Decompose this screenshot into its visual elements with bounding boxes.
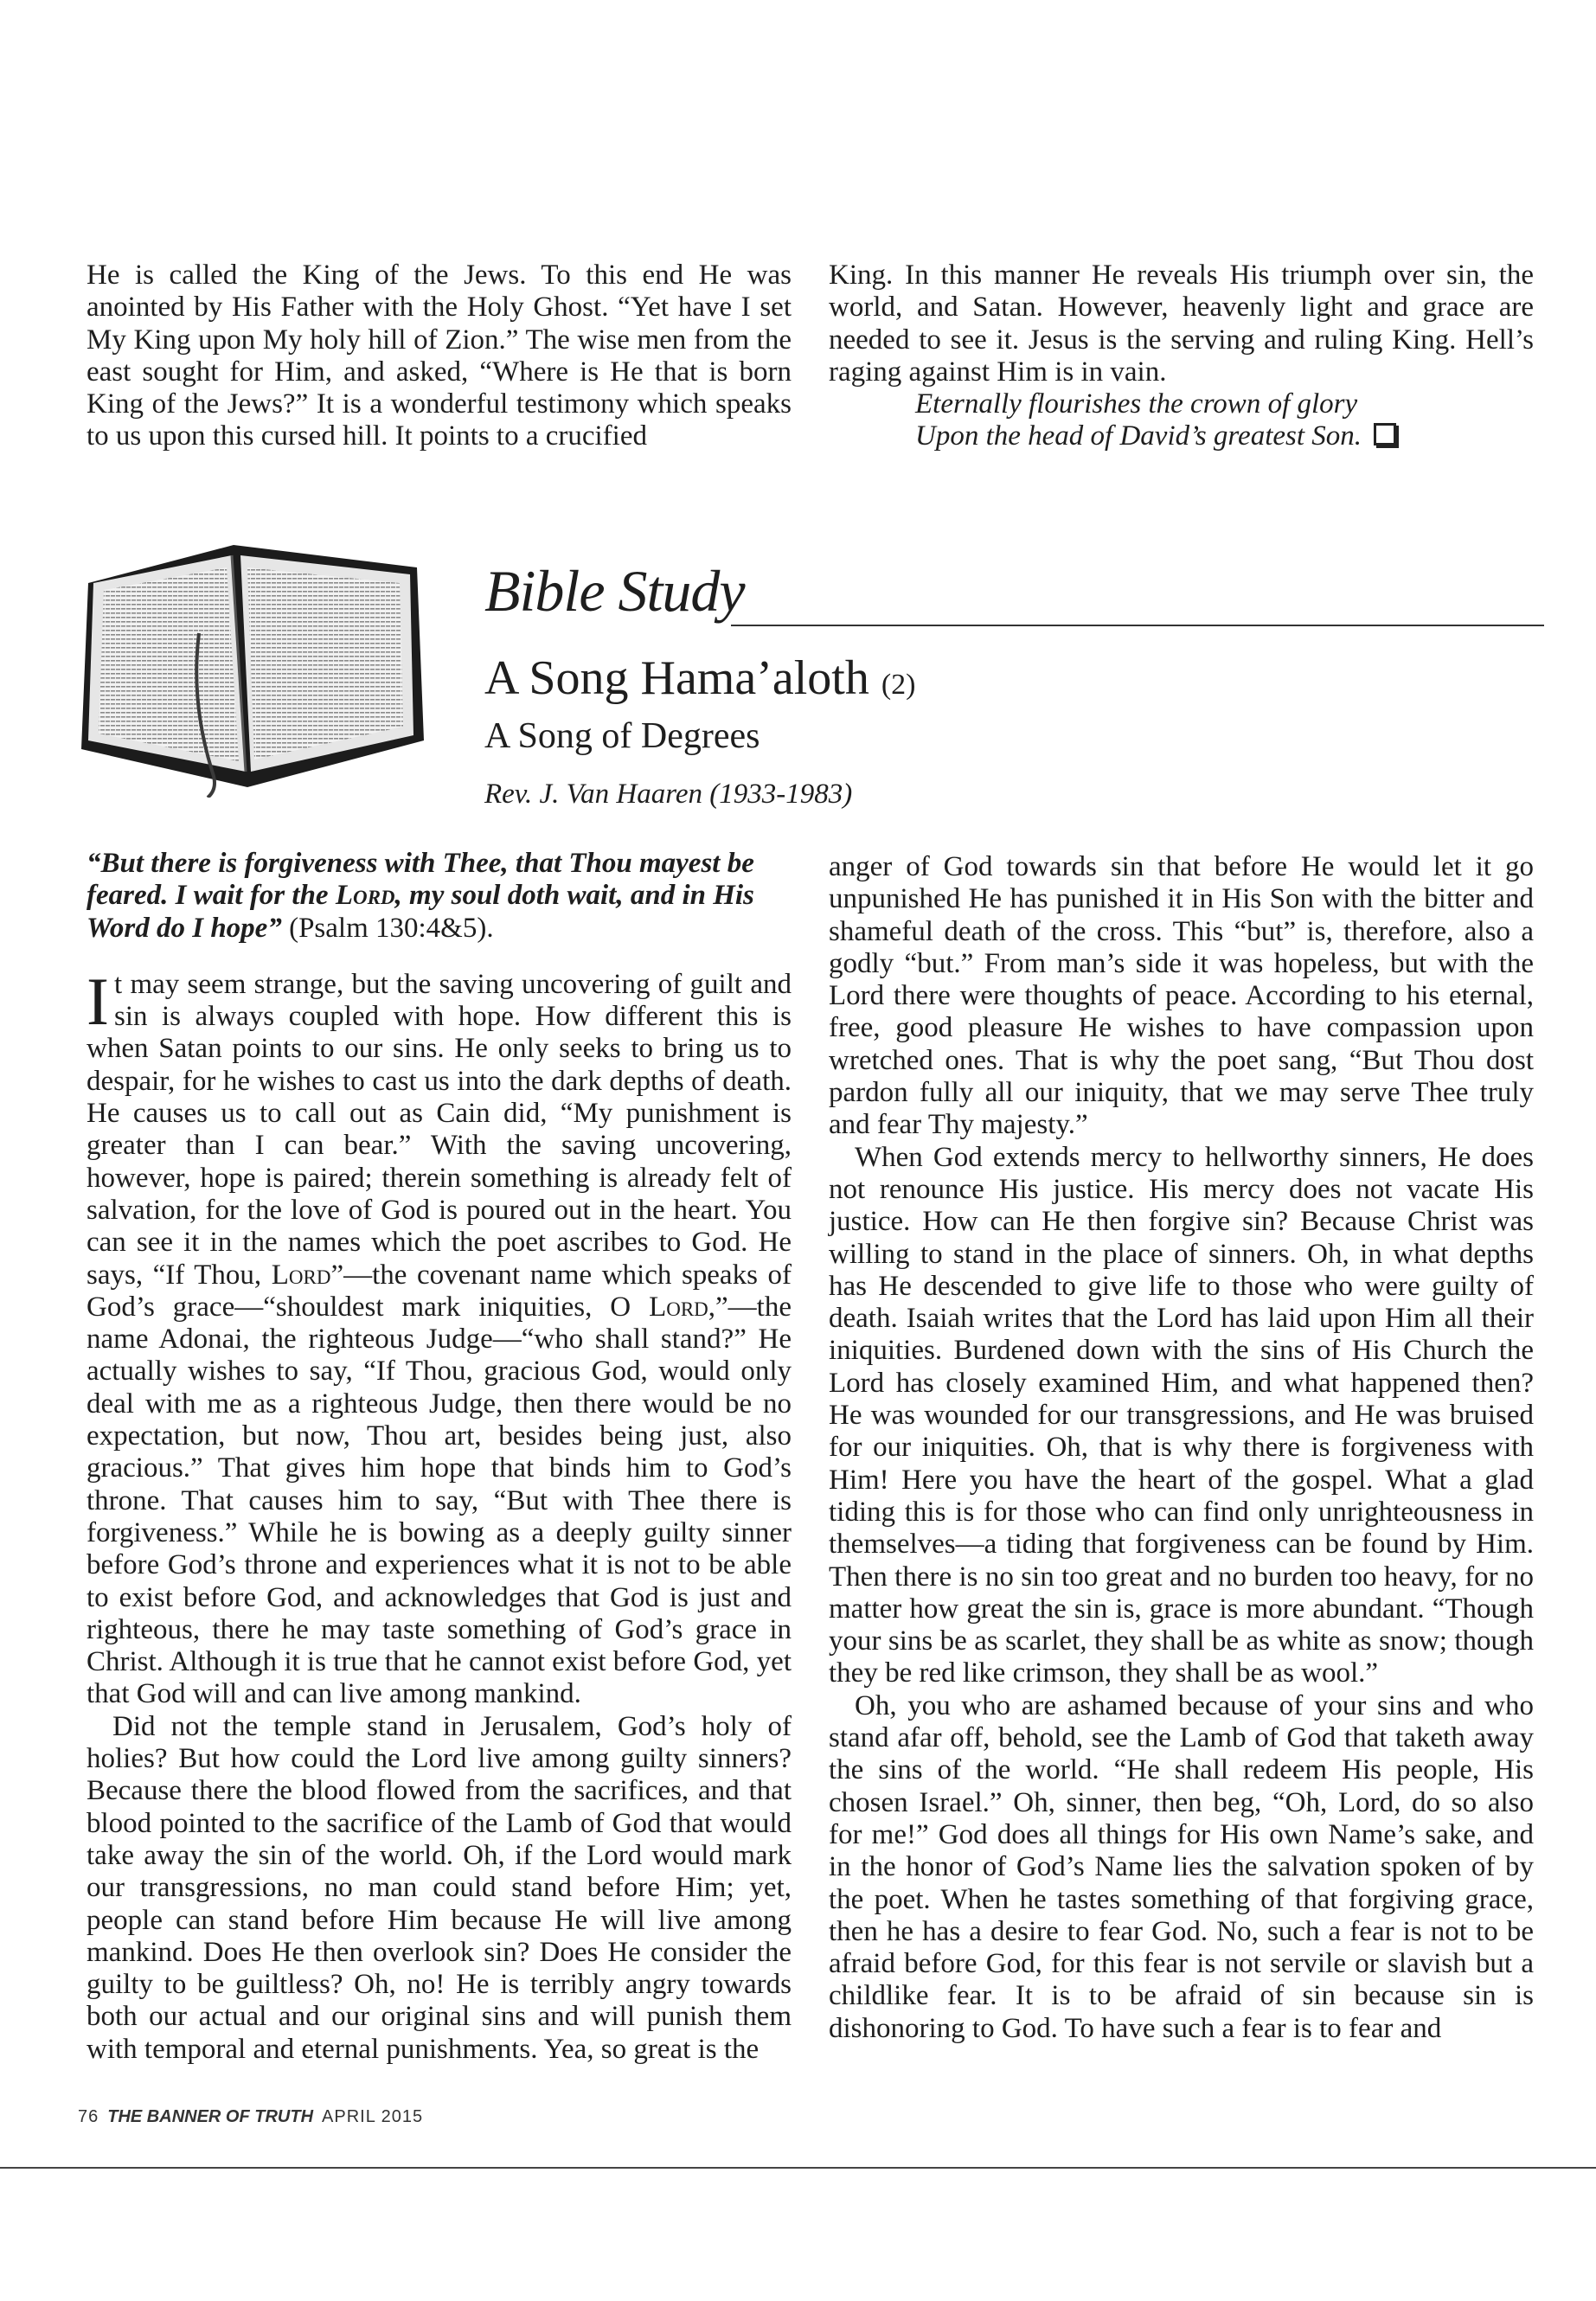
issue-date: APRIL 2015: [322, 2107, 424, 2126]
poem-line-2: [829, 420, 1534, 452]
continued-paragraph-end: King. In this manner He reveals His triumph over sin, the world, and Satan. However, heavenly light and grace are needed to see it. Jesus is the serving and ruling King. Hell’s raging against Him is in vain.: [829, 260, 1534, 388]
continued-article-right-column: [829, 260, 1534, 453]
epigraph-lord: Lord: [335, 880, 395, 912]
publication-name: THE BANNER OF TRUTH: [107, 2107, 314, 2126]
article-title-text: A Song Hama’aloth: [484, 651, 869, 705]
article-header: [484, 555, 1540, 811]
continued-article-left-column: [87, 260, 792, 453]
poem-line-1: Eternally flourishes the crown of glory: [915, 388, 1358, 420]
section-label: Bible Study: [484, 558, 745, 624]
small-caps-lord: Lord: [271, 1259, 331, 1291]
epigraph-reference: (Psalm 130:4&5).: [281, 912, 494, 944]
page-edge-line: [0, 2167, 1596, 2169]
article-left-column: [87, 848, 792, 2066]
article-author: Rev. J. Van Haaren (1933-1983): [484, 779, 853, 810]
epigraph-text-2: , my soul doth wait, and in His Word do I hope”: [87, 880, 754, 944]
end-of-article-icon: [1374, 423, 1396, 445]
body-paragraph-1: [87, 963, 792, 1711]
body-paragraph-4: When God extends mercy to hellworthy sinners, He does not renounce His justice. His mercy does not vacate His justice. How can He then forgive sin? Because Christ was willing to stand in the place of sinners. Oh, in what depths has He descended to give life to those who were guilty of death. Isaiah writes that the Lord has laid upon Him all their iniquities. Burdened down with the sins of His Church the Lord has closely examined Him, and what happened then? He was wounded for our transgressions, and He was bruised for our iniquities. Oh, that is why there is forgiveness with Him! Here you have the heart of the gospel. What a glad tiding this is for those who can find only unrighteousness in themselves—a tiding that forgiveness can be found by Him. Then there is no sin too great and no burden too heavy, for no matter how great the sin is, grace is more abundant. “Though your sins be as scarlet, they shall be as white as snow; though they be red like crimson, they shall be as wool.”: [829, 1141, 1534, 1689]
open-bible-illustration: [69, 529, 433, 798]
article-right-column: [829, 851, 1534, 2045]
paragraph-1-part-b: ”—the covenant name which speaks of God’s grace—“shouldest mark iniquities, O: [87, 1259, 792, 1323]
page-number: 76: [78, 2107, 99, 2126]
article-title: [484, 649, 1540, 715]
body-paragraph-2: Did not the temple stand in Jerusalem, God’s holy of holies? But how could the Lord live among guilty sinners? Because there the blood flowed from the sacrifices, and that blood pointed to the sacrifice of the Lamb of God that would take away the sin of the world. Oh, if the Lord would mark our transgressions, no man could stand before Him; yet, people can stand before Him because He will live among mankind. Does He then overlook sin? Does He consider the guilty to be guiltless? Oh, no! He is terribly angry towards both our actual and our original sins and will punish them with temporal and eternal punishments. Yea, so great is the: [87, 1710, 792, 2065]
article-subtitle: A Song of Degrees: [484, 716, 760, 756]
body-paragraph-3: anger of God towards sin that before He would let it go unpunished He has punished it in His Son with the bitter and shameful death of the cross. This “but” is, therefore, also a godly “but.” From man’s side it was hopeless, but with the Lord there were thoughts of peace. According to his eternal, free, good pleasure He wishes to have compassion upon wretched ones. That is why the poet sang, “But Thou dost pardon fully all our iniquity, that we may serve Thee truly and fear Thy majesty.”: [829, 851, 1534, 1141]
epigraph-text-1: “But there is forgiveness with Thee, that Thou mayest be feared. I wait for the: [87, 848, 754, 912]
continued-paragraph: He is called the King of the Jews. To this end He was anointed by His Father with the Holy Ghost. “Yet have I set My King upon My holy hill of Zion.” The wise men from the east sought for Him, and asked, “Where is He that is born King of the Jews?” It is a wonderful testimony which speaks to us upon this cursed hill. It points to a crucified: [87, 260, 792, 452]
section-divider: [731, 625, 1544, 626]
article-part-number: (2): [881, 669, 916, 701]
body-paragraph-5: Oh, you who are ashamed because of your sins and who stand afar off, behold, see the Lamb of God that taketh away the sins of the world. “He shall redeem His people, His chosen Israel.” Oh, sinner, then beg, “Oh, Lord, do so also for me!” God does all things for His own Name’s sake, and in the honor of God’s Name lies the salvation spoken of by the poet. When he tastes something of that forgiving grace, then he has a desire to fear God. No, such a fear is not to be afraid before God, for this fear is not servile or slavish but a childlike fear. It is to be afraid of sin because sin is dishonoring to God. To have such a fear is to fear and: [829, 1689, 1534, 2044]
scripture-epigraph: [87, 848, 792, 945]
paragraph-1-part-c: ,”—the name Adonai, the righteous Judge—“who shall stand?” He actually wishes to say, “If Thou, gracious God, would only deal with me as a righteous Judge, then there would be no expectation, but now, Thou art, besides being just, also gracious.” That gives him hope that binds him to God’s throne. That causes him to say, “But with Thee there is forgiveness.” While he is bowing as a deeply guilty sinner before God’s throne and experiences what it is not to be able to exist before God, and acknowledges that God is just and righteous, there he may taste something of God’s grace in Christ. Although it is true that he cannot exist before God, yet that God will and can live among mankind.: [87, 1291, 792, 1710]
poem-line-2-text: Upon the head of David’s greatest Son.: [915, 420, 1362, 452]
page-footer: [78, 2107, 423, 2127]
small-caps-lord: Lord: [649, 1291, 708, 1323]
paragraph-1-part-a: t may seem strange, but the saving uncovering of guilt and sin is always coupled with hope. How different this is when Satan points to our sins. He only seeks to bring us to despair, for he wishes to cast us into the dark depths of death. He causes us to call out as Cain did, “My punishment is greater than I can bear.” With the saving uncovering, however, hope is paired; therein something is already felt of salvation, for the love of God is poured out in the heart. You can see it in the names which the poet ascribes to God. He says, “If Thou,: [87, 968, 792, 1291]
drop-cap: I: [87, 963, 109, 1039]
